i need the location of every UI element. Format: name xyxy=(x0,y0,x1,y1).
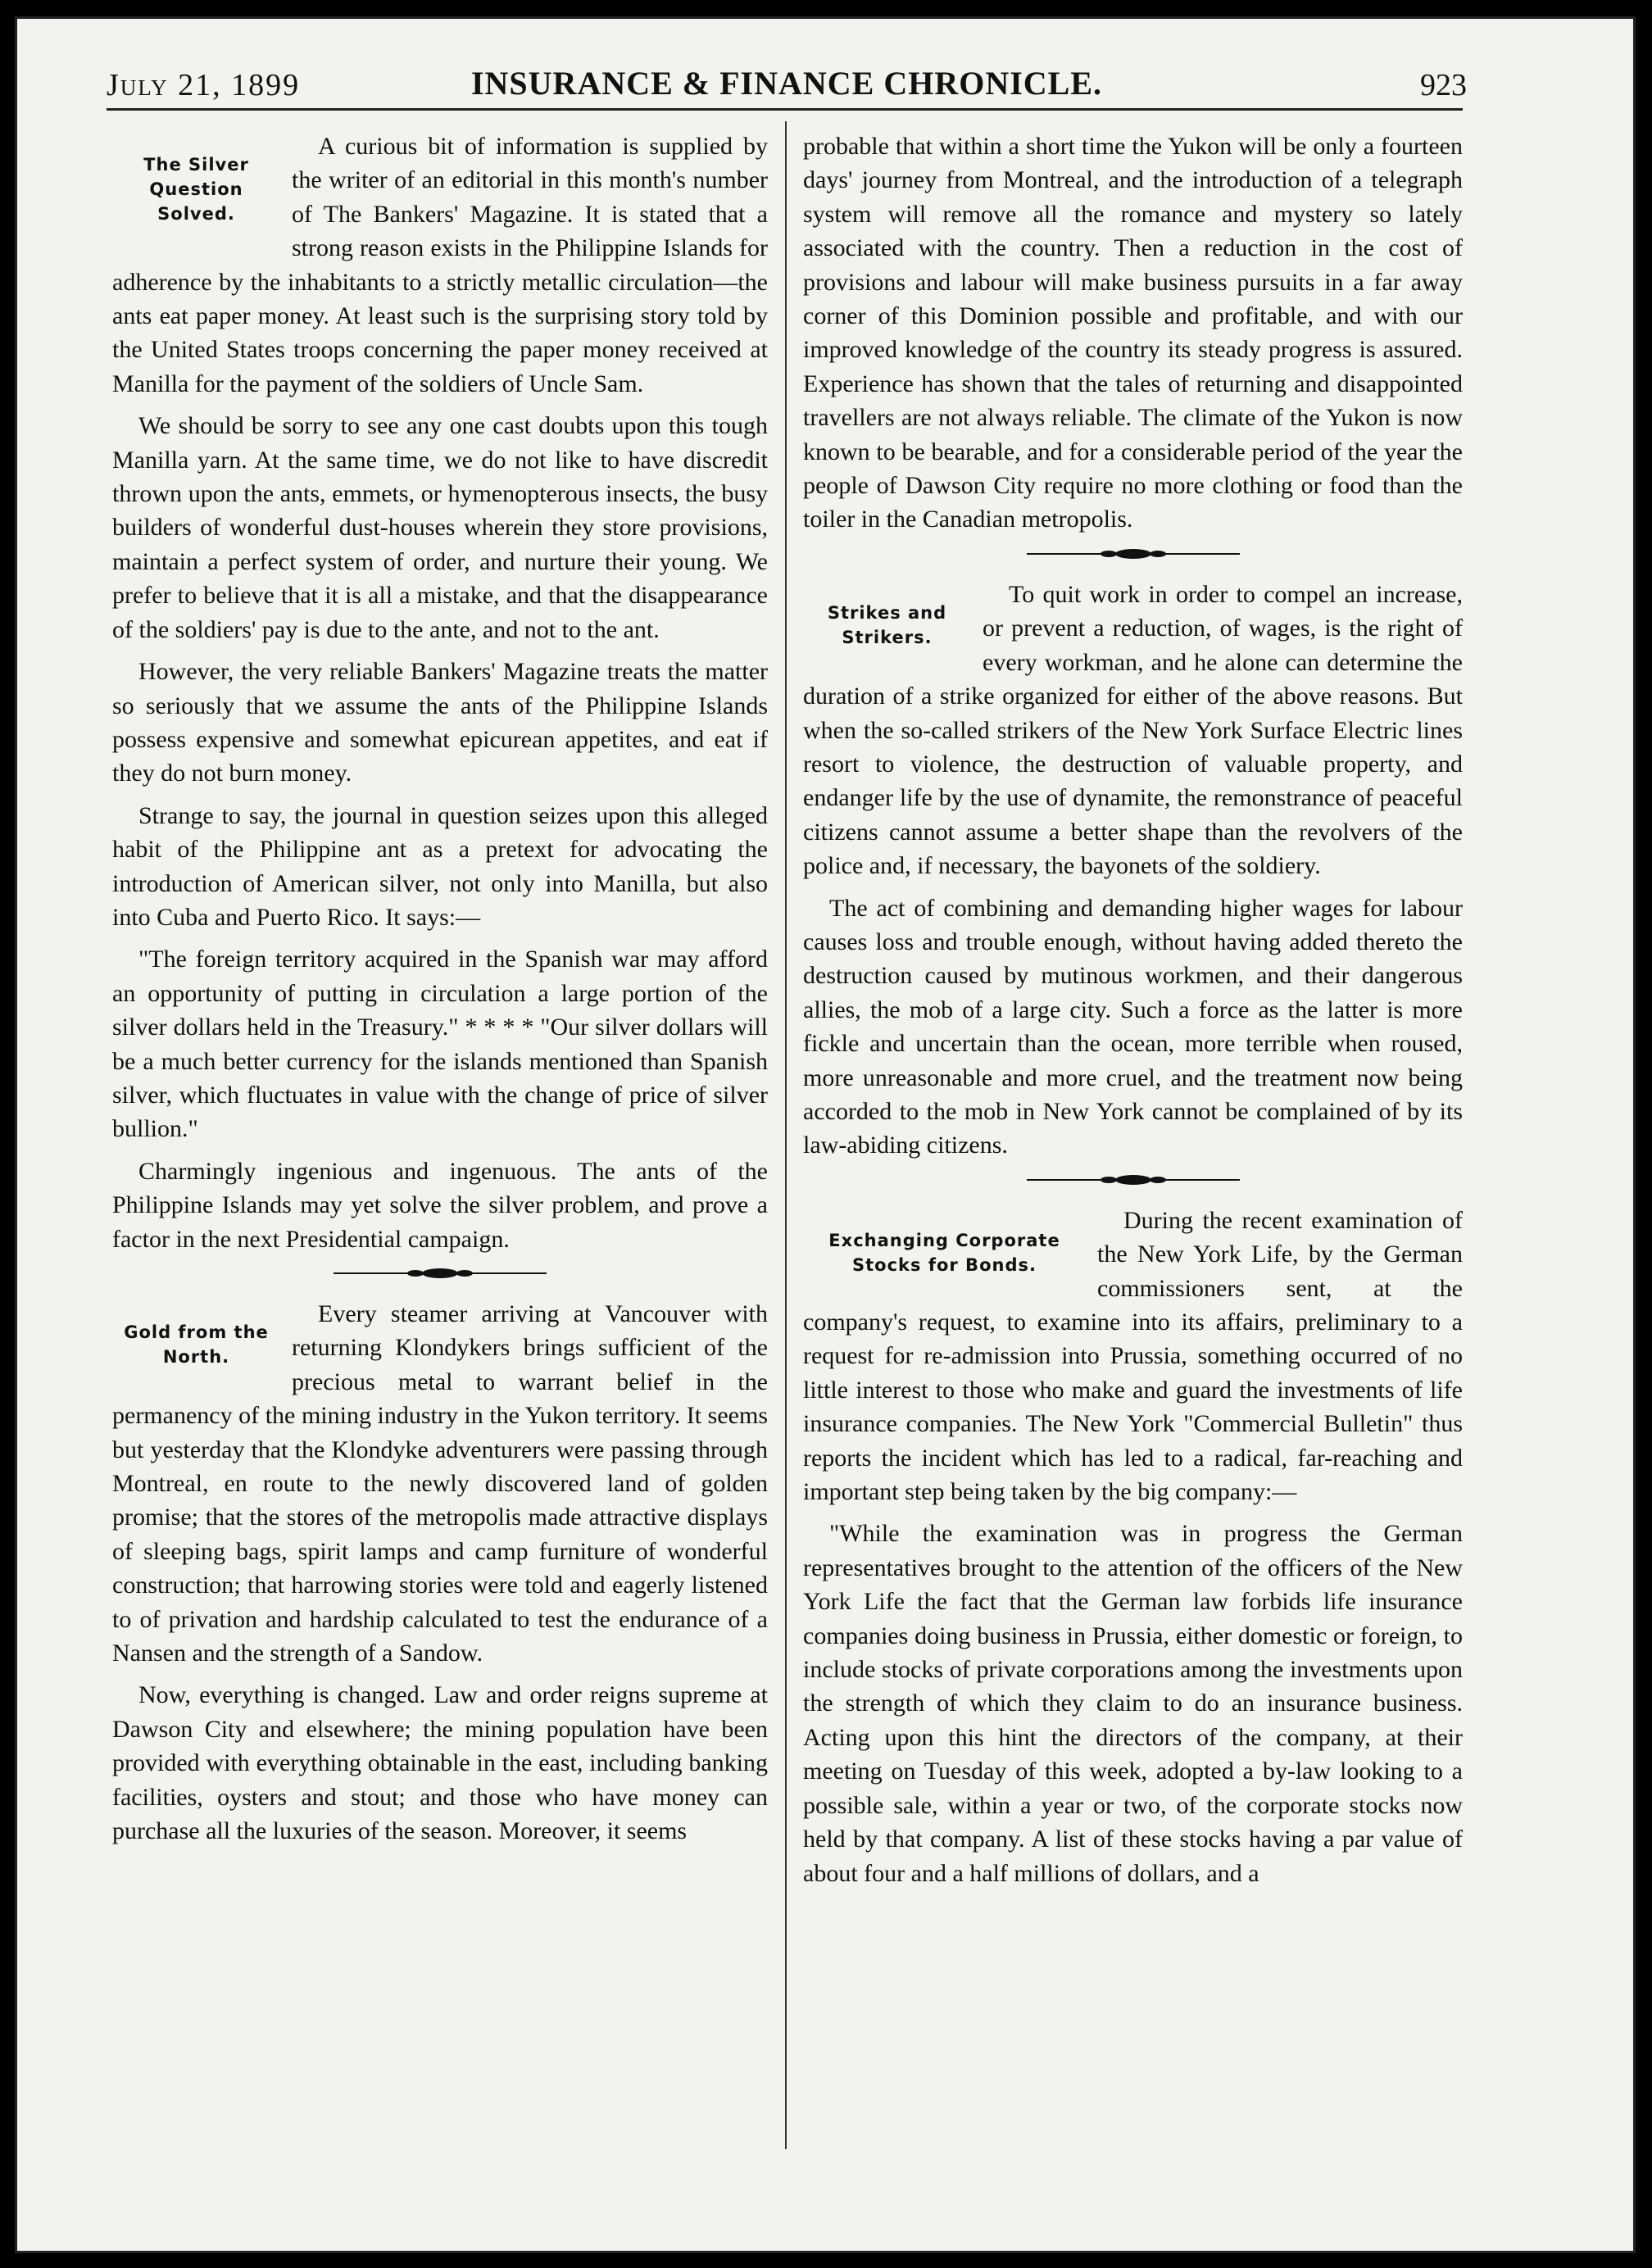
left-column xyxy=(112,129,768,1857)
strikes-paragraph-2: The act of combining and demanding higher wages for labour causes loss and trouble enough, without having added thereto the destruction caused by mutinous workmen, and their dangerous allies, the mob of a large city. Such a force as the latter is more fickle and uncertain than the ocean, more terrible when roused, more unreasonable and more cruel, and the treatment now being accorded to the mob in New York cannot be complained of by its law-abiding citizens. xyxy=(803,894,1463,1159)
sidehead-strikes: Strikes and Strikers. xyxy=(827,602,947,647)
silver-paragraph-4: Strange to say, the journal in question seizes upon this alleged habit of the Philippine ant as a pretext for advocating the introduction of American silver, not only into Manilla, but also into Cuba and Puerto Rico. It says:— xyxy=(112,801,768,931)
publication-title: INSURANCE & FINANCE CHRONICLE. xyxy=(470,65,1103,102)
strikes-paragraph-1: To quit work in order to compel an increase, or prevent a reduction, of wages, is the right of every workman, and he alone can determine the duration of a strike organized for either of the above reasons. But when the so-called strikers of the New York Surface Electric lines resort to violence, the destruction of valuable property, and endanger life by the use of dynamite, the remonstrance of peaceful citizens cannot assume a better shape than the revolvers of the police and, if necessary, the bayonets of the soldiery. xyxy=(803,580,1463,880)
running-head xyxy=(107,64,1467,105)
header-rule xyxy=(107,108,1463,111)
page-number: 923 xyxy=(1420,68,1467,102)
gold-continued: probable that within a short time the Yukon will be only a fourteen days' journey from Montreal, and the introduction of a telegraph system will remove all the romance and mystery so lately associated with the country. Then a reduction in the cost of provisions and labour will make business pursuits in a far away corner of this Dominion possible and profitable, and with our improved knowledge of the country its steady progress is assured. Experience has shown that the tales of returning and disappointed travellers are not always reliable. The climate of the Yukon is now known to be bearable, and for a considerable period of the year the people of Dawson City require no more clothing or food than the toiler in the Canadian metropolis. xyxy=(803,133,1463,533)
silver-paragraph-5: Charmingly ingenious and ingenuous. The ants of the Philippine Islands may yet solve the silver problem, and prove a factor in the next Presidential campaign. xyxy=(112,1157,768,1253)
silver-quote: "The foreign territory acquired in the Spanish war may afford an opportunity of putting in circulation a large portion of the silver dollars held in the Treasury." * * * * "Our silver dollars will be a much better currency for the islands mentioned than Spanish silver, which fluctuates in value with the change of price of silver bullion." xyxy=(112,946,768,1143)
silver-paragraph-2: We should be sorry to see any one cast doubts upon this tough Manilla yarn. At the same time, we do not like to have discredit thrown upon the ants, emmets, or hymenopterous insects, the busy builders of wonderful dust-houses wherein they store provisions, maintain a perfect system of order, and nurture their young. We prefer to believe that it is all a mistake, and that the disappearance of the soldiers' pay is due to the ante, and not to the ant. xyxy=(112,412,768,643)
section-ornament xyxy=(1027,1174,1240,1186)
right-column xyxy=(803,129,1463,1898)
gold-paragraph-2: Now, everything is changed. Law and order reigns supreme at Dawson City and elsewhere; the mining population have been provided with everything obtainable in the east, including banking facilities, oysters and stout; and those who have money can purchase all the luxuries of the season. Moreover, it seems xyxy=(112,1681,768,1845)
sidehead-silver-question: The Silver Question Solved. xyxy=(143,155,249,224)
sidehead-exchanging-stocks: Exchanging Corporate Stocks for Bonds. xyxy=(828,1230,1060,1275)
exchanging-quote: "While the examination was in progress the German representatives brought to the attention of the officers of the New York Life the fact that the German law forbids life insurance companies doing business in Prussia, either domestic or foreign, to include stocks of private corporations among the investments upon the strength of which they claim to do an insurance business. Acting upon this hint the directors of the company, at their meeting on Tuesday of this week, adopted a by-law looking to a possible sale, within a year or two, of the corporate stocks now held by that company. A list of these stocks having a par value of about four and a half millions of dollars, and a xyxy=(803,1520,1463,1887)
issue-date: July 21, 1899 xyxy=(107,68,301,102)
silver-paragraph-1: A curious bit of information is supplied by the writer of an editorial in this month's number of The Bankers' Magazine. It is stated that a strong reason exists in the Philippine Islands for adherence by the inhabitants to a strictly metallic circulation—the ants eat paper money. At least such is the surprising story told by the United States troops concerning the paper money received at Manilla for the payment of the soldiers of Uncle Sam. xyxy=(112,133,768,397)
exchanging-paragraph-1: During the recent examination of the New York Life, by the German commissioners sent, at the company's request, to examine into its affairs, preliminary to a request for re-admission into Prussia, something occurred of no little interest to those who make and guard the investments of life insurance companies. The New York "Commercial Bulletin" thus reports the incident which has led to a radical, far-reaching and important step being taken by the big company:— xyxy=(803,1206,1463,1506)
column-divider xyxy=(785,121,787,2149)
gold-paragraph-1: Every steamer arriving at Vancouver with returning Klondykers brings sufficient of the precious metal to warrant belief in the permanency of the mining industry in the Yukon territory. It seems but yesterday that the Klondyke adventurers were passing through Montreal, en route to the newly discovered land of golden promise; that the stores of the metropolis made attractive displays of sleeping bags, spirit lamps and camp furniture of wonderful construction; that harrowing stories were told and eagerly listened to of privation and hardship calculated to test the endurance of a Nansen and the strength of a Sandow. xyxy=(112,1300,768,1667)
silver-paragraph-3: However, the very reliable Bankers' Magazine treats the matter so seriously that we assume the ants of the Philippine Islands possess expensive and somewhat epicurean appetites, and eat if they do not burn money. xyxy=(112,658,768,787)
section-ornament xyxy=(334,1268,547,1279)
sidehead-gold-from-north: Gold from the North. xyxy=(124,1322,269,1367)
section-ornament xyxy=(1027,548,1240,560)
